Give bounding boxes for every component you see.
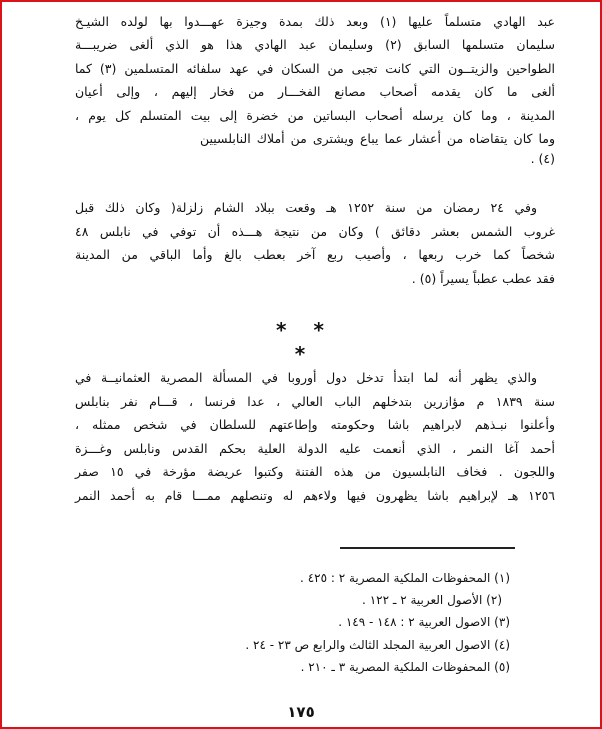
paragraph-1-line: ألغى ما كان يقدمه أصحاب مصانع الفخـــار من فخار إليهم ، وإلى أعيان xyxy=(75,84,555,99)
paragraph-3-line: سنة ١٨٣٩ م مؤازرين بتدخلهم الباب العالي ، عدا فرنسا ، قـــام نفر بنابلس xyxy=(75,394,555,409)
page-number: ١٧٥ xyxy=(287,703,315,721)
paragraph-1-line: الطواحين والزيتــون التي كانت تجبى من السكان في عهد سلفائه المتسلمين (٣) كما xyxy=(75,61,555,76)
paragraph-3-line: وأعلنوا نبـذهم لابراهيم باشا وحكومته وإطاعتهم للسلطان في شخص ممثله ، xyxy=(75,417,555,432)
footnote: (٢) الأصول العربية ٢ ـ ١٢٢ . xyxy=(362,593,502,607)
footnote: (٤) الاصول العربية المجلد الثالث والرابع ص ٢٣ - ٢٤ . xyxy=(245,638,510,652)
footnote-divider xyxy=(340,547,515,549)
paragraph-2-line: وفي ٢٤ رمضان من سنة ١٢٥٢ هـ وقعت ببلاد الشام زلزلة( وكان ذلك قبل xyxy=(75,200,537,215)
section-separator: * * * xyxy=(276,318,334,366)
paragraph-3-line: واللجون . فخاف النابلسيون من هذه الفتنة وكتبوا عريضة مؤرخة في ١٥ صفر xyxy=(75,464,556,479)
paragraph-1-line: وما كان يتقاضاه من أعشار عما يباع ويشترى من أملاك النابلسيين (٤) . xyxy=(200,131,555,166)
paragraph-1-line: المدينة ، وما كان يرسله أصحاب البساتين من خضرة إلى بيت المتسلم كل يوم ، xyxy=(75,108,555,123)
footnote: (٥) المحفوظات الملكية المصرية ٣ ـ ٢١٠ . xyxy=(300,660,510,674)
paragraph-2-line: شخصاً كما خرب ربعها ، وأصيب ربع آخر بعطب بالغ وأما الباقي من المدينة xyxy=(75,247,555,262)
paragraph-3-line: أحمد آغا النمر ، الذي أنعمت عليه الدولة العلية بحكم القدس ونابلس وغـــزة xyxy=(75,441,555,456)
footnote: (٣) الاصول العربية ٢ : ١٤٨ - ١٤٩ . xyxy=(338,615,510,629)
paragraph-1-line: عبد الهادي متسلماً عليها (١) وبعد ذلك بمدة وجيزة عهـــدوا بها لولده الشيـخ xyxy=(75,14,555,29)
paragraph-3-line: والذي يظهر أنه لما ابتدأ تدخل دول أوروبا في المسألة المصرية العثمانيــة في xyxy=(75,370,537,385)
paragraph-1-line: سليمان متسلمها السابق (٢) وسليمان عبد الهادي هذا هو الذي ألغى ضريبـــة xyxy=(75,37,555,52)
paragraph-2-line: فقد عطب عطباً يسيراً (٥) . xyxy=(411,271,555,286)
footnote: (١) المحفوظات الملكية المصرية ٢ : ٤٢٥ . xyxy=(300,571,510,585)
paragraph-2-line: غروب الشمس بعشر دقائق ) وكان من نتيجة هـــذه أن توفي في نابلس ٤٨ xyxy=(75,224,555,239)
paragraph-3-line: ١٢٥٦ هـ لإبراهيم باشا يظهرون فيها ولاءهم له وتنصلهم ممـــا قام به أحمد النمر xyxy=(75,488,555,503)
